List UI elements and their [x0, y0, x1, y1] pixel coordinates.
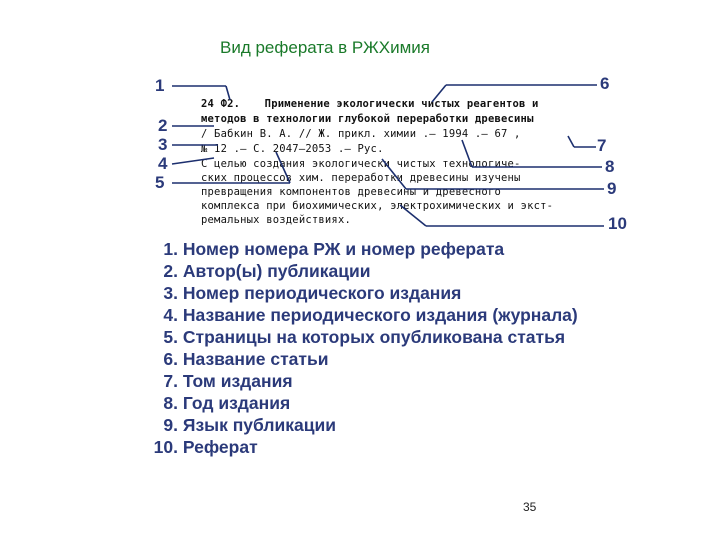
legend-list: [150, 238, 578, 458]
abstract-line-3: / Бабкин В. А. // Ж. прикл. химии .— 1994 .— 67 ,: [201, 128, 521, 140]
abstract-line-6: ских процессов хим. переработки древесины изучены: [201, 172, 521, 184]
legend-item-3: 3. Номер периодического издания: [163, 283, 462, 303]
callout-3: 3: [158, 135, 168, 154]
abstract-line-7: превращения компонентов древесины и древесного: [201, 186, 501, 198]
leader-5b: [276, 152, 290, 183]
callout-6: 6: [600, 74, 610, 93]
legend-item-10: 10. Реферат: [153, 437, 258, 457]
leader-6b: [432, 85, 446, 102]
legend-item-5: 5. Страницы на которых опубликована статья: [163, 327, 566, 347]
leader-7b: [568, 136, 574, 147]
abstract-number: 24 Ф2.: [201, 98, 241, 110]
legend-item-8: 8. Год издания: [163, 393, 291, 413]
leader-1b: [226, 86, 230, 100]
slide-title: Вид реферата в РЖХимия: [220, 38, 430, 57]
legend-item-9: 9. Язык публикации: [163, 415, 337, 435]
abstract-line-8: комплекса при биохимических, электрохимических и экст-: [201, 200, 554, 212]
page-number: 35: [523, 500, 537, 514]
abstract-line-4: № 12 .— С. 2047—2053 .— Рус.: [201, 143, 384, 155]
legend-item-1: 1. Номер номера РЖ и номер реферата: [163, 239, 505, 259]
callout-5: 5: [155, 173, 165, 192]
legend-item-4: 4. Название периодического издания (журнала): [163, 305, 578, 325]
leader-8b: [462, 140, 472, 167]
callout-4: 4: [158, 154, 168, 173]
leader-4: [172, 158, 214, 164]
abstract-title-end: методов в технологии глубокой переработки древесины: [201, 113, 534, 125]
callout-2: 2: [158, 116, 168, 135]
abstract-line-9: ремальных воздействиях.: [201, 214, 351, 226]
callout-9: 9: [607, 179, 617, 198]
leader-9b: [382, 159, 406, 189]
callout-7: 7: [597, 136, 607, 155]
abstract-line-5: С целью создания экологически чистых технологиче-: [201, 158, 521, 170]
callout-8: 8: [605, 157, 615, 176]
leader-10b: [400, 205, 426, 226]
legend-item-7: 7. Том издания: [163, 371, 293, 391]
legend-item-2: 2. Автор(ы) публикации: [163, 261, 371, 281]
legend-item-6: 6. Название статьи: [163, 349, 329, 369]
abstract-title-start: Применение экологически чистых реагентов и: [264, 98, 539, 110]
callout-10: 10: [608, 214, 627, 233]
callout-1: 1: [155, 76, 165, 95]
